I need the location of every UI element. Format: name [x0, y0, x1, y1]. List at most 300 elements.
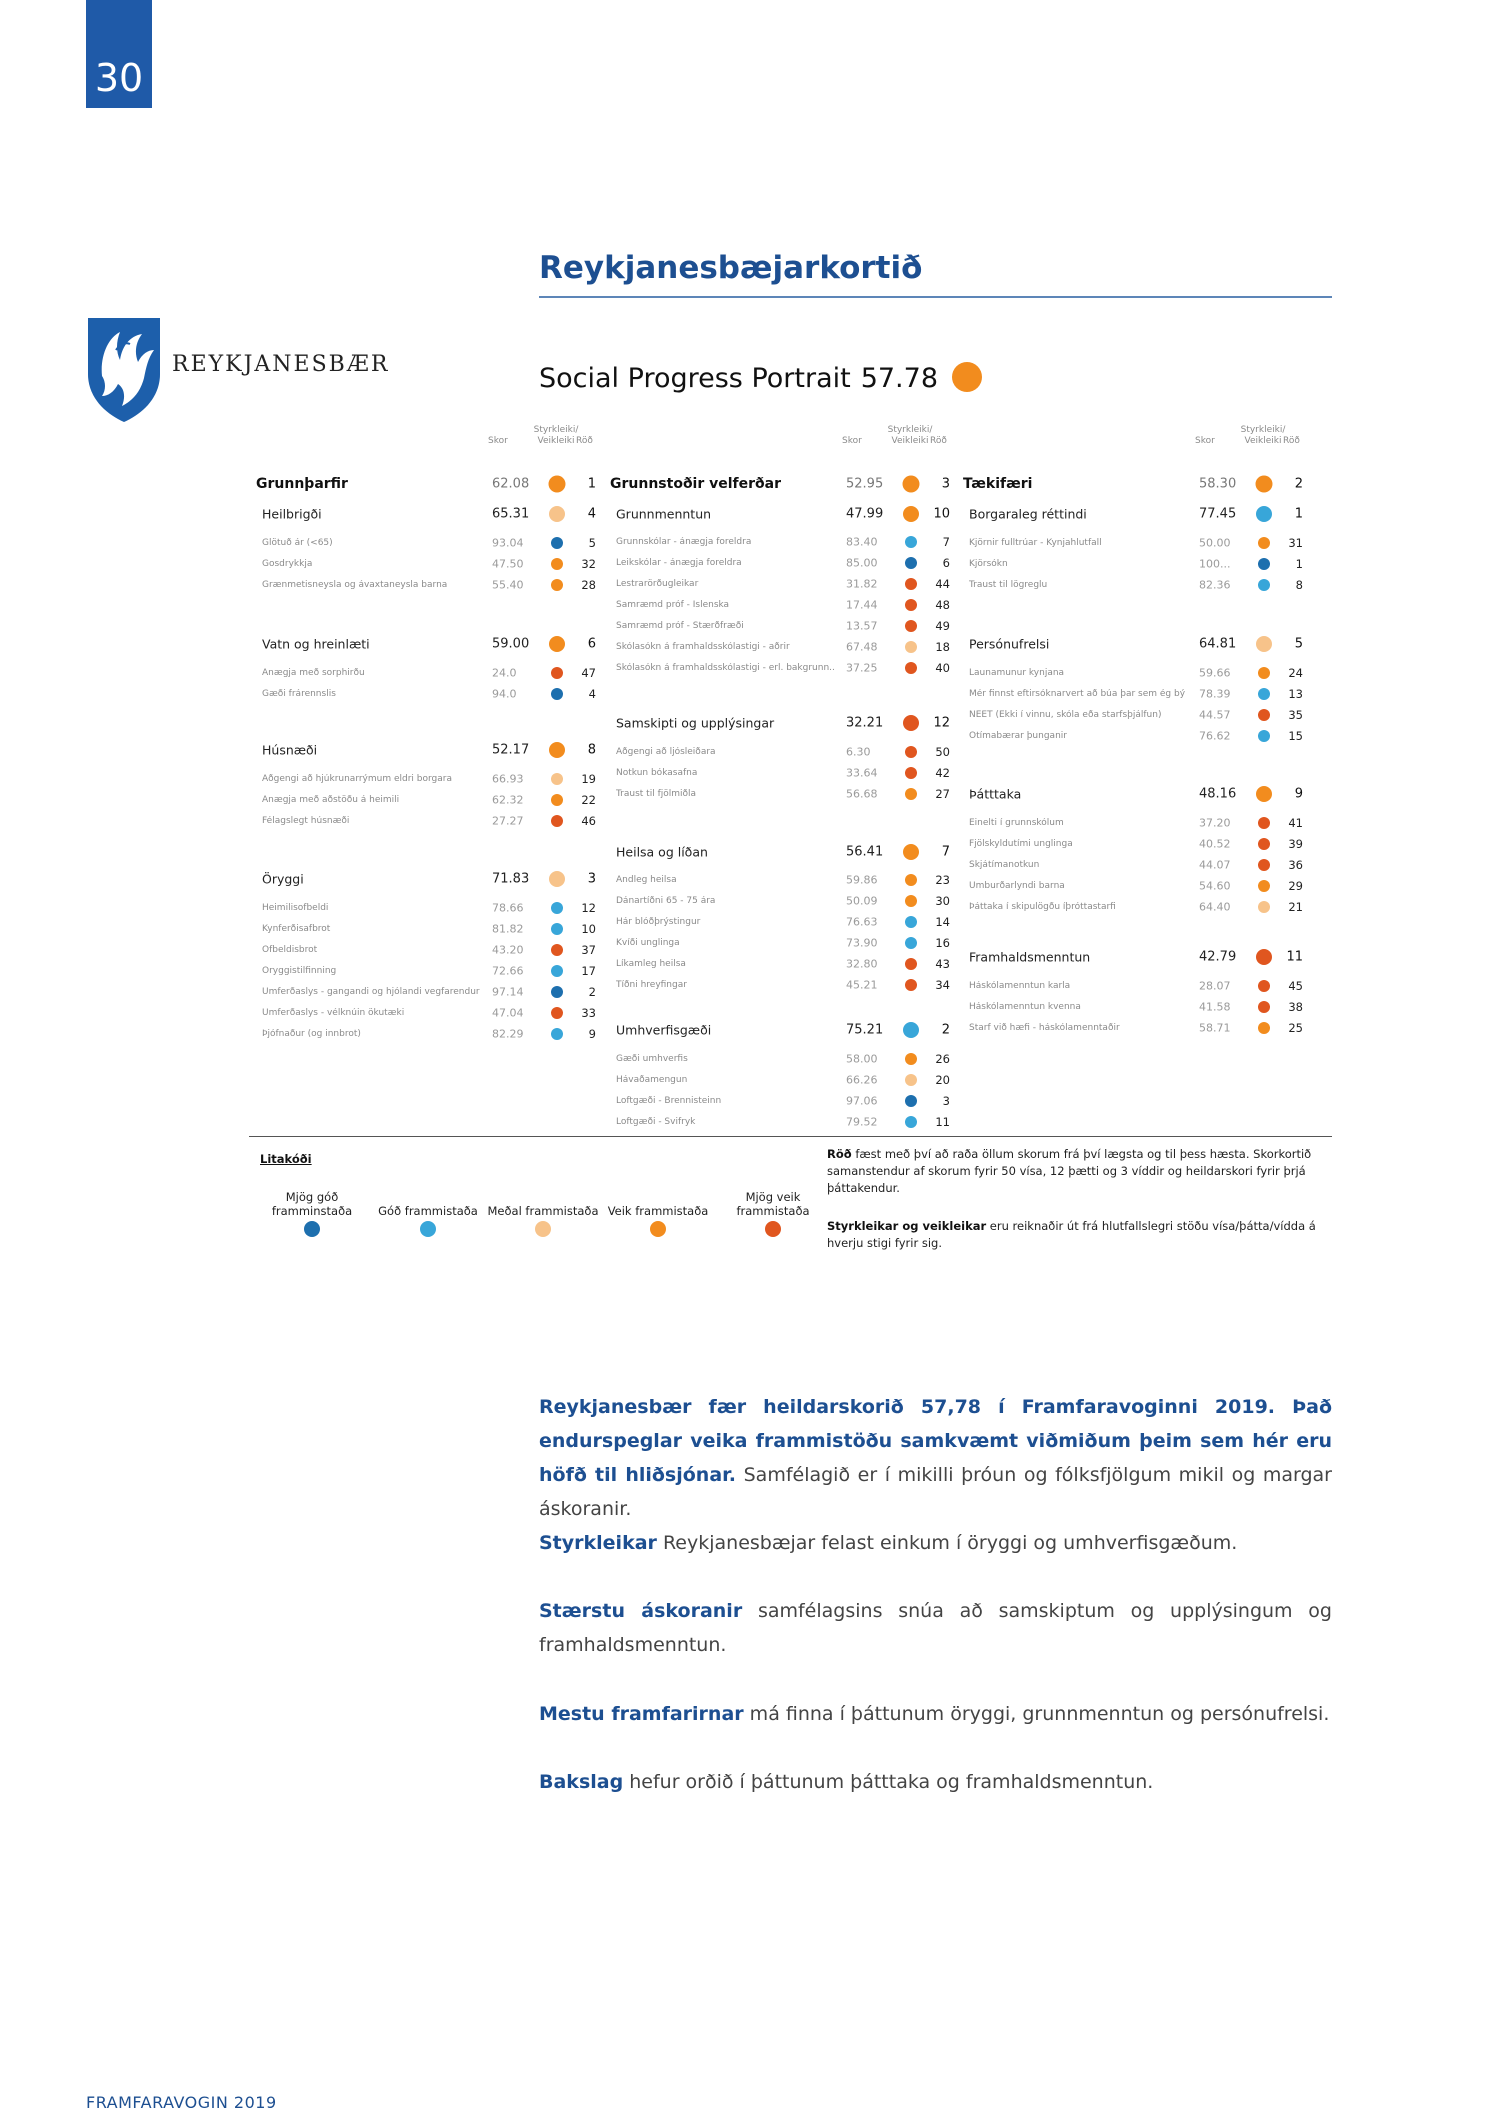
row-score: 73.90: [846, 936, 878, 950]
performance-dot: [905, 937, 917, 949]
paragraph-challenges: Stærstu áskoranir samfélagsins snúa að samskiptum og upplýsingum og framhaldsmenntun.: [539, 1600, 1332, 1656]
performance-dot: [1256, 949, 1272, 965]
scorecard-row: [256, 869, 606, 889]
performance-dot: [1258, 537, 1270, 549]
performance-dot: [1258, 688, 1270, 700]
crest-icon: [86, 316, 162, 424]
row-rank: 42: [935, 766, 950, 780]
row-rank: 5: [1294, 636, 1303, 652]
row-score: 58.00: [846, 1052, 878, 1066]
row-name: Ánægja með aðstöðu á heimili: [262, 795, 400, 805]
row-name: Ofbeldisbrot: [262, 945, 318, 955]
scorecard-row: [256, 684, 606, 704]
row-score: 65.31: [492, 506, 530, 522]
row-rank: 19: [581, 772, 596, 786]
row-name: Aðgengi að ljósleiðara: [616, 747, 716, 757]
performance-dot: [551, 965, 563, 977]
performance-dot: [1258, 980, 1270, 992]
performance-dot: [903, 715, 919, 731]
performance-dot: [905, 536, 917, 548]
row-score: 48.16: [1199, 786, 1237, 802]
performance-dot: [1258, 579, 1270, 591]
row-score: 82.29: [492, 1027, 524, 1041]
performance-dot: [903, 1022, 919, 1038]
header-styrkleiki: Styrkleiki/ Veikleiki: [887, 425, 933, 446]
row-rank: 11: [935, 1115, 950, 1129]
row-rank: 8: [587, 742, 596, 758]
scorecard-row: [610, 574, 960, 594]
row-rank: 10: [933, 506, 950, 522]
scorecard-row: [963, 575, 1313, 595]
scorecard-row: [256, 811, 606, 831]
row-name: Grunnmenntun: [616, 506, 712, 522]
row-score: 72.66: [492, 964, 524, 978]
row-rank: 17: [581, 964, 596, 978]
row-rank: 8: [1295, 578, 1303, 592]
row-name: Aðgengi að hjúkrunarrýmum eldri borgara: [262, 774, 453, 784]
row-rank: 48: [935, 598, 950, 612]
scorecard-row: [610, 975, 960, 995]
scorecard-row: [610, 954, 960, 974]
legend-divider: [249, 1136, 1332, 1137]
scorecard-row: [963, 474, 1313, 494]
row-rank: 20: [935, 1073, 950, 1087]
row-rank: 14: [935, 915, 950, 929]
portrait-score: 57.78: [860, 363, 938, 394]
performance-dot: [905, 557, 917, 569]
row-rank: 21: [1288, 900, 1303, 914]
row-name: Kynferðisafbrot: [262, 924, 331, 934]
performance-dot: [549, 871, 565, 887]
row-score: 59.00: [492, 636, 530, 652]
scorecard-row: [256, 575, 606, 595]
header-rod: Röð: [576, 436, 593, 446]
scorecard-row: [963, 855, 1313, 875]
performance-dot: [1258, 901, 1270, 913]
row-score: 67.48: [846, 640, 878, 654]
legend-very-weak: Mjög veik frammistaða: [736, 1190, 810, 1218]
row-score: 28.07: [1199, 979, 1231, 993]
row-score: 37.20: [1199, 816, 1231, 830]
performance-dot: [1258, 667, 1270, 679]
scorecard-row: [256, 940, 606, 960]
row-name: Gæði umhverfis: [616, 1054, 688, 1064]
row-score: 47.04: [492, 1006, 524, 1020]
legend-very-good: Mjög góð framminstaða: [271, 1190, 353, 1218]
performance-dot: [905, 1074, 917, 1086]
scorecard-row: [963, 976, 1313, 996]
row-rank: 1: [587, 476, 596, 492]
row-score: 59.86: [846, 873, 878, 887]
row-rank: 12: [933, 715, 950, 731]
page-number-tab: [86, 0, 152, 108]
row-rank: 15: [1288, 729, 1303, 743]
row-score: 45.21: [846, 978, 878, 992]
row-name: Þátttaka: [969, 786, 1022, 802]
performance-dot: [905, 788, 917, 800]
row-rank: 37: [581, 943, 596, 957]
paragraph-setbacks: Bakslag hefur orðið í þáttunum þátttaka og framhaldsmenntun.: [539, 1771, 1154, 1793]
performance-dot: [551, 579, 563, 591]
row-name: Andleg heilsa: [616, 875, 677, 885]
row-rank: 1: [1294, 506, 1303, 522]
row-name: Persónufrelsi: [969, 636, 1050, 652]
scorecard-row: [963, 813, 1313, 833]
row-rank: 33: [581, 1006, 596, 1020]
row-name: Loftgæði - Svifryk: [616, 1117, 696, 1127]
legend-weak-dot: [650, 1221, 666, 1237]
performance-dot: [903, 844, 919, 860]
row-name: Gosdrykkja: [262, 559, 313, 569]
row-name: Líkamleg heilsa: [616, 959, 686, 969]
legend-average-dot: [535, 1221, 551, 1237]
row-score: 64.81: [1199, 636, 1237, 652]
row-score: 47.99: [846, 506, 884, 522]
performance-dot: [1256, 476, 1273, 493]
performance-dot: [549, 476, 566, 493]
scorecard-row: [256, 634, 606, 654]
row-rank: 43: [935, 957, 950, 971]
row-rank: 6: [942, 556, 950, 570]
scorecard-row: [610, 891, 960, 911]
row-name: Umferðaslys - gangandi og hjólandi vegfarendur: [262, 987, 480, 997]
scorecard-row: [963, 726, 1313, 746]
row-name: Umhverfisgæði: [616, 1022, 712, 1038]
row-name: Öryggi: [262, 871, 304, 887]
scorecard-row: [256, 1024, 606, 1044]
performance-dot: [1258, 880, 1270, 892]
row-name: Skólasókn á framhaldsskólastigi - erl. bakgrunn..: [616, 663, 835, 673]
row-name: Öryggistilfinning: [262, 966, 337, 976]
scorecard-row: [256, 554, 606, 574]
row-score: 44.57: [1199, 708, 1231, 722]
row-name: Samræmd próf - Stærðfræði: [616, 621, 744, 631]
performance-dot: [1258, 709, 1270, 721]
row-score: 40.52: [1199, 837, 1231, 851]
row-name: Mér finnst eftirsóknarvert að búa þar sem ég bý: [969, 689, 1186, 699]
row-name: Grunnþarfir: [256, 476, 348, 492]
row-rank: 30: [935, 894, 950, 908]
row-rank: 3: [587, 871, 596, 887]
row-rank: 1: [1295, 557, 1303, 571]
row-rank: 9: [1294, 786, 1303, 802]
performance-dot: [1256, 636, 1272, 652]
row-name: Dánartíðni 65 - 75 ára: [616, 896, 716, 906]
scorecard-row: [963, 684, 1313, 704]
row-name: Traust til lögreglu: [969, 580, 1048, 590]
row-score: 78.66: [492, 901, 524, 915]
row-name: Kjörnir fulltrúar - Kynjahlutfall: [969, 538, 1102, 548]
performance-dot: [905, 662, 917, 674]
logo-wordmark: REYKJANESBÆR: [172, 352, 390, 377]
row-name: Skólasókn á framhaldsskólastigi - aðrir: [616, 642, 790, 652]
row-rank: 38: [1288, 1000, 1303, 1014]
performance-dot: [905, 767, 917, 779]
scorecard-row: [256, 769, 606, 789]
performance-dot: [905, 641, 917, 653]
scorecard-row: [610, 1070, 960, 1090]
row-score: 43.20: [492, 943, 524, 957]
row-score: 75.21: [846, 1022, 884, 1038]
scorecard-row: [610, 658, 960, 678]
row-score: 78.39: [1199, 687, 1231, 701]
row-score: 32.21: [846, 715, 884, 731]
scorecard-row: [963, 897, 1313, 917]
scorecard-row: [963, 834, 1313, 854]
row-score: 31.82: [846, 577, 878, 591]
legend-title: Litakóði: [260, 1152, 312, 1166]
legend-good-dot: [420, 1221, 436, 1237]
legend-note-strengths: Styrkleikar og veikleikar eru reiknaðir út frá hlutfallslegri stöðu vísa/þátta/vídda á hverju stigi fyrir sig.: [827, 1219, 1316, 1250]
row-score: 33.64: [846, 766, 878, 780]
scorecard-row: [610, 742, 960, 762]
row-name: Skjátímanotkun: [969, 860, 1040, 870]
reykjanesbaer-logo: [86, 316, 162, 428]
row-rank: 4: [588, 687, 596, 701]
row-rank: 6: [587, 636, 596, 652]
performance-dot: [551, 944, 563, 956]
row-name: Félagslegt húsnæði: [262, 816, 350, 826]
performance-dot: [905, 578, 917, 590]
row-name: Grænmetisneysla og ávaxtaneysla barna: [262, 580, 448, 590]
header-rod: Röð: [930, 436, 947, 446]
row-name: Grunnstoðir velferðar: [610, 476, 782, 492]
row-rank: 35: [1288, 708, 1303, 722]
row-name: Fjölskyldutími unglinga: [969, 839, 1073, 849]
scorecard-row: [610, 553, 960, 573]
row-score: 94.0: [492, 687, 517, 701]
header-skor: Skor: [842, 436, 862, 446]
scorecard-row: [610, 595, 960, 615]
row-score: 62.08: [492, 476, 530, 492]
row-score: 55.40: [492, 578, 524, 592]
row-rank: 7: [942, 535, 950, 549]
row-name: Loftgæði - Brennisteinn: [616, 1096, 722, 1106]
row-name: Tækifæri: [963, 476, 1033, 492]
row-rank: 32: [581, 557, 596, 571]
row-name: Einelti í grunnskólum: [969, 818, 1064, 828]
row-score: 37.25: [846, 661, 878, 675]
row-name: Leikskólar - ánægja foreldra: [616, 558, 742, 568]
row-rank: 13: [1288, 687, 1303, 701]
scorecard-row: [610, 474, 960, 494]
performance-dot: [551, 902, 563, 914]
row-name: Háskólamenntun kvenna: [969, 1002, 1081, 1012]
paragraph-progress: Mestu framfarirnar má finna í þáttunum öryggi, grunnmenntun og persónufrelsi.: [539, 1703, 1330, 1725]
performance-dot: [1258, 730, 1270, 742]
row-rank: 18: [935, 640, 950, 654]
scorecard-row: [256, 961, 606, 981]
row-score: 97.06: [846, 1094, 878, 1108]
row-name: Traust til fjölmiðla: [616, 789, 697, 799]
portrait-performance-dot: [952, 362, 982, 392]
performance-dot: [551, 688, 563, 700]
row-rank: 31: [1288, 536, 1303, 550]
row-score: 17.44: [846, 598, 878, 612]
scorecard-row: [256, 474, 606, 494]
row-rank: 26: [935, 1052, 950, 1066]
scorecard-column-3: [963, 420, 1313, 1140]
scorecard-row: [256, 898, 606, 918]
performance-dot: [905, 979, 917, 991]
header-styrkleiki: Styrkleiki/ Veikleiki: [1240, 425, 1286, 446]
row-score: 83.40: [846, 535, 878, 549]
performance-dot: [1258, 558, 1270, 570]
performance-dot: [551, 667, 563, 679]
legend-very-good-dot: [304, 1221, 320, 1237]
performance-dot: [551, 794, 563, 806]
row-rank: 50: [935, 745, 950, 759]
performance-dot: [549, 742, 565, 758]
row-name: Starf við hæfi - háskólamenntaðir: [969, 1023, 1120, 1033]
scorecard-row: [963, 876, 1313, 896]
performance-dot: [551, 1028, 563, 1040]
scorecard-row: [610, 1049, 960, 1069]
row-score: 85.00: [846, 556, 878, 570]
row-name: Ótímabærar þunganir: [969, 731, 1067, 741]
row-name: Samræmd próf - Íslenska: [616, 600, 730, 610]
row-name: NEET (Ekki í vinnu, skóla eða starfsþjálfun): [969, 710, 1162, 720]
performance-dot: [903, 506, 919, 522]
scorecard-row: [610, 933, 960, 953]
scorecard-row: [610, 713, 960, 733]
row-rank: 45: [1288, 979, 1303, 993]
row-score: 64.40: [1199, 900, 1231, 914]
scorecard-row: [256, 790, 606, 810]
row-name: Heilbrigði: [262, 506, 322, 522]
row-score: 77.45: [1199, 506, 1237, 522]
performance-dot: [551, 815, 563, 827]
scorecard-row: [610, 784, 960, 804]
row-rank: 25: [1288, 1021, 1303, 1035]
row-score: 58.30: [1199, 476, 1237, 492]
legend-good: Góð frammistaða: [378, 1204, 478, 1218]
scorecard-row: [963, 784, 1313, 804]
scorecard-row: [963, 997, 1313, 1017]
row-score: 41.58: [1199, 1000, 1231, 1014]
scorecard-row: [963, 1018, 1313, 1038]
row-name: Þjófnaður (og innbrot): [262, 1029, 361, 1039]
row-rank: 11: [1286, 949, 1303, 965]
row-rank: 22: [581, 793, 596, 807]
row-rank: 40: [935, 661, 950, 675]
row-score: 52.95: [846, 476, 884, 492]
scorecard-row: [256, 740, 606, 760]
performance-dot: [1258, 1022, 1270, 1034]
row-name: Háskólamenntun karla: [969, 981, 1071, 991]
performance-dot: [551, 1007, 563, 1019]
row-name: Tíðni hreyfingar: [616, 980, 687, 990]
row-score: 93.04: [492, 536, 524, 550]
performance-dot: [551, 558, 563, 570]
scorecard-row: [610, 870, 960, 890]
row-rank: 16: [935, 936, 950, 950]
scorecard-row: [963, 504, 1313, 524]
legend-note-rank: Röð fæst með því að raða öllum skorum frá því lægsta og til þess hæsta. Skorkortið samanstendur af skorum fyrir 50 vísa, 12 þætti og 3 víddir og heildarskori fyrir þrjá þáttakendur.: [827, 1147, 1312, 1195]
scorecard-row: [256, 663, 606, 683]
row-rank: 9: [588, 1027, 596, 1041]
row-name: Launamunur kynjana: [969, 668, 1065, 678]
row-score: 6.30: [846, 745, 871, 759]
performance-dot: [1256, 786, 1272, 802]
scorecard-row: [610, 763, 960, 783]
row-rank: 7: [941, 844, 950, 860]
row-name: Hár blóðþrýstingur: [616, 917, 701, 927]
performance-dot: [551, 537, 563, 549]
row-name: Hávaðamengun: [616, 1075, 688, 1085]
performance-dot: [905, 916, 917, 928]
row-score: 58.71: [1199, 1021, 1231, 1035]
row-name: Ánægja með sorphirðu: [262, 668, 365, 678]
row-name: Grunnskólar - ánægja foreldra: [616, 537, 752, 547]
scorecard-row: [256, 982, 606, 1002]
performance-dot: [905, 1095, 917, 1107]
row-score: 76.62: [1199, 729, 1231, 743]
performance-dot: [549, 506, 565, 522]
row-rank: 24: [1288, 666, 1303, 680]
header-skor: Skor: [488, 436, 508, 446]
performance-dot: [551, 986, 563, 998]
row-rank: 39: [1288, 837, 1303, 851]
scorecard-row: [610, 912, 960, 932]
scorecard-row: [963, 705, 1313, 725]
legend-very-weak-dot: [765, 1221, 781, 1237]
row-score: 76.63: [846, 915, 878, 929]
row-rank: 12: [581, 901, 596, 915]
row-rank: 3: [941, 476, 950, 492]
performance-dot: [1258, 817, 1270, 829]
performance-dot: [905, 958, 917, 970]
page-number: 30: [94, 56, 144, 100]
row-name: Heimilisofbeldi: [262, 903, 329, 913]
row-rank: 2: [588, 985, 596, 999]
portrait-heading: [539, 362, 982, 394]
header-skor: Skor: [1195, 436, 1215, 446]
scorecard-row: [963, 554, 1313, 574]
row-rank: 46: [581, 814, 596, 828]
row-rank: 23: [935, 873, 950, 887]
row-rank: 36: [1288, 858, 1303, 872]
scorecard-row: [610, 637, 960, 657]
row-name: Þáttaka í skipulögðu íþróttastarfi: [969, 902, 1116, 912]
performance-dot: [1258, 838, 1270, 850]
performance-dot: [551, 923, 563, 935]
row-name: Borgaraleg réttindi: [969, 506, 1087, 522]
row-score: 100...: [1199, 557, 1231, 571]
scorecard-row: [610, 616, 960, 636]
performance-dot: [905, 1116, 917, 1128]
row-score: 54.60: [1199, 879, 1231, 893]
row-score: 24.0: [492, 666, 517, 680]
row-rank: 47: [581, 666, 596, 680]
row-score: 13.57: [846, 619, 878, 633]
row-score: 62.32: [492, 793, 524, 807]
scorecard-row: [610, 532, 960, 552]
row-rank: 10: [581, 922, 596, 936]
performance-dot: [551, 773, 563, 785]
row-name: Lestrarörðugleikar: [616, 579, 699, 589]
performance-dot: [549, 636, 565, 652]
performance-dot: [905, 620, 917, 632]
portrait-label: Social Progress Portrait: [539, 363, 851, 394]
performance-dot: [905, 746, 917, 758]
performance-dot: [905, 599, 917, 611]
row-name: Notkun bókasafna: [616, 768, 698, 778]
paragraph-strengths: Styrkleikar Reykjanesbæjar felast einkum í öryggi og umhverfisgæðum.: [539, 1532, 1238, 1554]
scorecard-row: [610, 842, 960, 862]
footer-publication: FRAMFARAVOGIN 2019: [86, 2093, 277, 2112]
row-score: 82.36: [1199, 578, 1231, 592]
